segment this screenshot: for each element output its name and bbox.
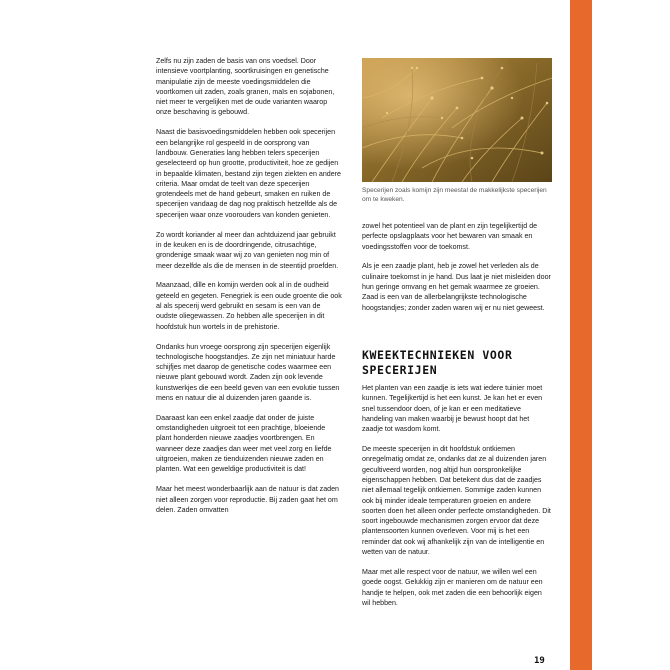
paragraph: Maar het meest wonderbaarlijk aan de natuur is dat zaden niet alleen zorgen voor reproductie. Bij zaden gaat het om delen. Zaden omvatten bbox=[156, 485, 339, 514]
paragraph: Daaraast kan een enkel zaadje dat onder de juiste omstandigheden uitgroeit tot een prachtige, bloeiende plant honderden nieuwe zaadjes voortbrengen. En wanneer deze zaadjes dan weer met veel zorg en liefde uitgroeien, maken ze tienduizenden nieuwe zaden en planten. Wat een geweldige productiviteit is dat! bbox=[156, 413, 332, 474]
accent-side-bar bbox=[570, 0, 592, 670]
paragraph: zowel het potentieel van de plant en zijn tegelijkertijd de perfecte opslagplaats voor het bewaren van smaak en voedingsstoffen voor de toekomst. bbox=[362, 222, 538, 251]
photo-caption: Specerijen zoals komijn zijn meestal de makkelijkste specerijen om te kweken. bbox=[362, 187, 547, 204]
paragraph: Het planten van een zaadje is iets wat iedere tuinier moet kunnen. Tegelijkertijd is het een kunst. Je kan het er even snel tussendoor doen, of je kan er een meditatieve handeling van maken waarbij je bewust hoopt dat het zaadje tot wasdom komt. bbox=[362, 384, 543, 434]
paragraph: Zo wordt koriander al meer dan achtduizend jaar gebruikt in de keuken en is de doordringende, citrusachtige, grondenige smaak waar wij zo van genieten nog min of meer dezelfde als die de mensen in de steentijd proefden. bbox=[156, 230, 339, 270]
right-text-column-bottom bbox=[362, 383, 552, 618]
paragraph: Als je een zaadje plant, heb je zowel het verleden als de culinaire toekomst in je hand. Dus laat je niet misleiden door hun geringe omvang en het gemak waarmee ze groeien. Zaad is een van de allerbelangrijkste technologische hoogstandjes; zonder zaden waren wij er nu niet geweest. bbox=[362, 262, 551, 312]
paragraph: Maar met alle respect voor de natuur, we willen wel een goede oogst. Gelukkig zijn er manieren om de natuur een handje te helpen, ook met zaden die een behoorlijk eigen wil hebben. bbox=[362, 567, 543, 607]
cumin-plant-photo bbox=[362, 58, 552, 182]
left-text-column bbox=[156, 56, 342, 525]
paragraph: Ondanks hun vroege oorsprong zijn specerijen eigenlijk technologische hoogstandjes. Ze zijn net miniatuur harde schijfjes met daarop de genetische codes waarmee een nieuwe plant gebouwd wordt. Zaden zijn ook levende kunstwerkjes die een beeld geven van een evolutie tussen mens en natuur die al duizenden jaren gaande is. bbox=[156, 342, 340, 402]
page-number: 19 bbox=[534, 656, 545, 666]
paragraph: Naast die basisvoedingsmiddelen hebben ook specerijen een belangrijke rol gespeeld in de oorsprong van landbouw. Generaties lang hebben telers specerijen geselecteerd op hun grootte, productiviteit, hoe ze gedijen in bepaalde klimaten, bestand zijn tegen ziekten en andere criteria. Maar omdat de teelt van deze specerijen grotendeels met de hand gebeurt, smaken en ruiken de specerijen vandaag de dag nog praktisch hetzelfde als de specerijen waar onze voorouders van konden genieten. bbox=[156, 128, 341, 219]
paragraph: Maanzaad, dille en komijn werden ook al in de oudheid geteeld en gegeten. Fenegriek is een oude groente die ook al als specerij werd gebruikt en sesam is een van de oudste oliegewassen. Zo hebben alle specerijen in dit hoofdstuk hun wortels in de prehistorie. bbox=[156, 281, 342, 331]
paragraph: De meeste specerijen in dit hoofdstuk ontkiemen onregelmatig omdat ze, ondanks dat ze al duizenden jaren gecultiveerd worden, nog altijd hun oorspronkelijke eigenschappen hebben. Dat betekent dus dat de zaadjes niet allemaal tegelijk ontkiemen. Sommige zaden kunnen ook bij minder ideale temperaturen groeien en andere soorten doen het alleen onder perfecte omstandigheden. Dit soort ingebouwde mechanismen zorgen ervoor dat deze plantensoorten kunnen overleven. Voor mij is het een reminder dat ook wij afhankelijk zijn van de intelligentie en wetten van de natuur. bbox=[362, 445, 551, 557]
paragraph: Zelfs nu zijn zaden de basis van ons voedsel. Door intensieve voortplanting, soortkruisingen en genetische manipulatie zijn de meeste voedingsmiddelen die voortkomen uit zaden, zoals granen, maïs en sojabonen, niet meer te vergelijken met de oude varianten waarop onze beschaving is gebouwd. bbox=[156, 57, 335, 117]
right-text-column-top bbox=[362, 221, 552, 323]
section-heading: KWEEKTECHNIEKEN VOOR SPECERIJEN bbox=[362, 348, 513, 377]
